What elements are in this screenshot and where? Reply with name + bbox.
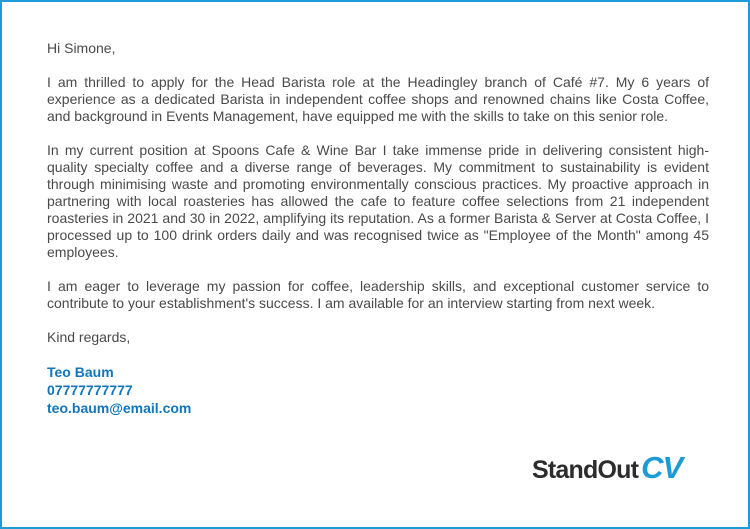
letter-paragraph-intro: I am thrilled to apply for the Head Barista role at the Headingley branch of Café #7. My 6 years of experience as a dedicated Barista in independent coffee shops and renowned chains like Costa Coffee, and background in Events Management, have equipped me with the skills to take on this senior role.: [47, 74, 709, 124]
letter-paragraph-experience: In my current position at Spoons Cafe & Wine Bar I take immense pride in delivering consistent high-quality specialty coffee and a diverse range of beverages. My commitment to sustainability is evident through minimising waste and promoting environmentally conscious practices. My proactive approach in partnering with local roasteries has allowed the cafe to feature coffee selections from 21 independent roasteries in 2021 and 30 in 2022, amplifying its reputation. As a former Barista & Server at Costa Coffee, I processed up to 100 drink orders daily and was recognised twice as "Employee of the Month" among 45 employees.: [47, 142, 709, 260]
letter-greeting: Hi Simone,: [47, 40, 116, 56]
letter-body: [47, 40, 709, 417]
signature-phone: 07777777777: [47, 382, 133, 398]
logo-text-main: StandOut: [532, 456, 639, 484]
letter-paragraph-closing: I am eager to leverage my passion for coffee, leadership skills, and exceptional customer service to contribute to your establishment's success. I am available for an interview starting from next week.: [47, 278, 709, 311]
logo-text-accent: CV: [641, 450, 683, 485]
signature-email: teo.baum@email.com: [47, 400, 192, 416]
signature-block: [47, 363, 709, 417]
letter-signoff: Kind regards,: [47, 329, 131, 345]
signature-name: Teo Baum: [47, 364, 114, 380]
standout-cv-logo: [532, 450, 682, 490]
